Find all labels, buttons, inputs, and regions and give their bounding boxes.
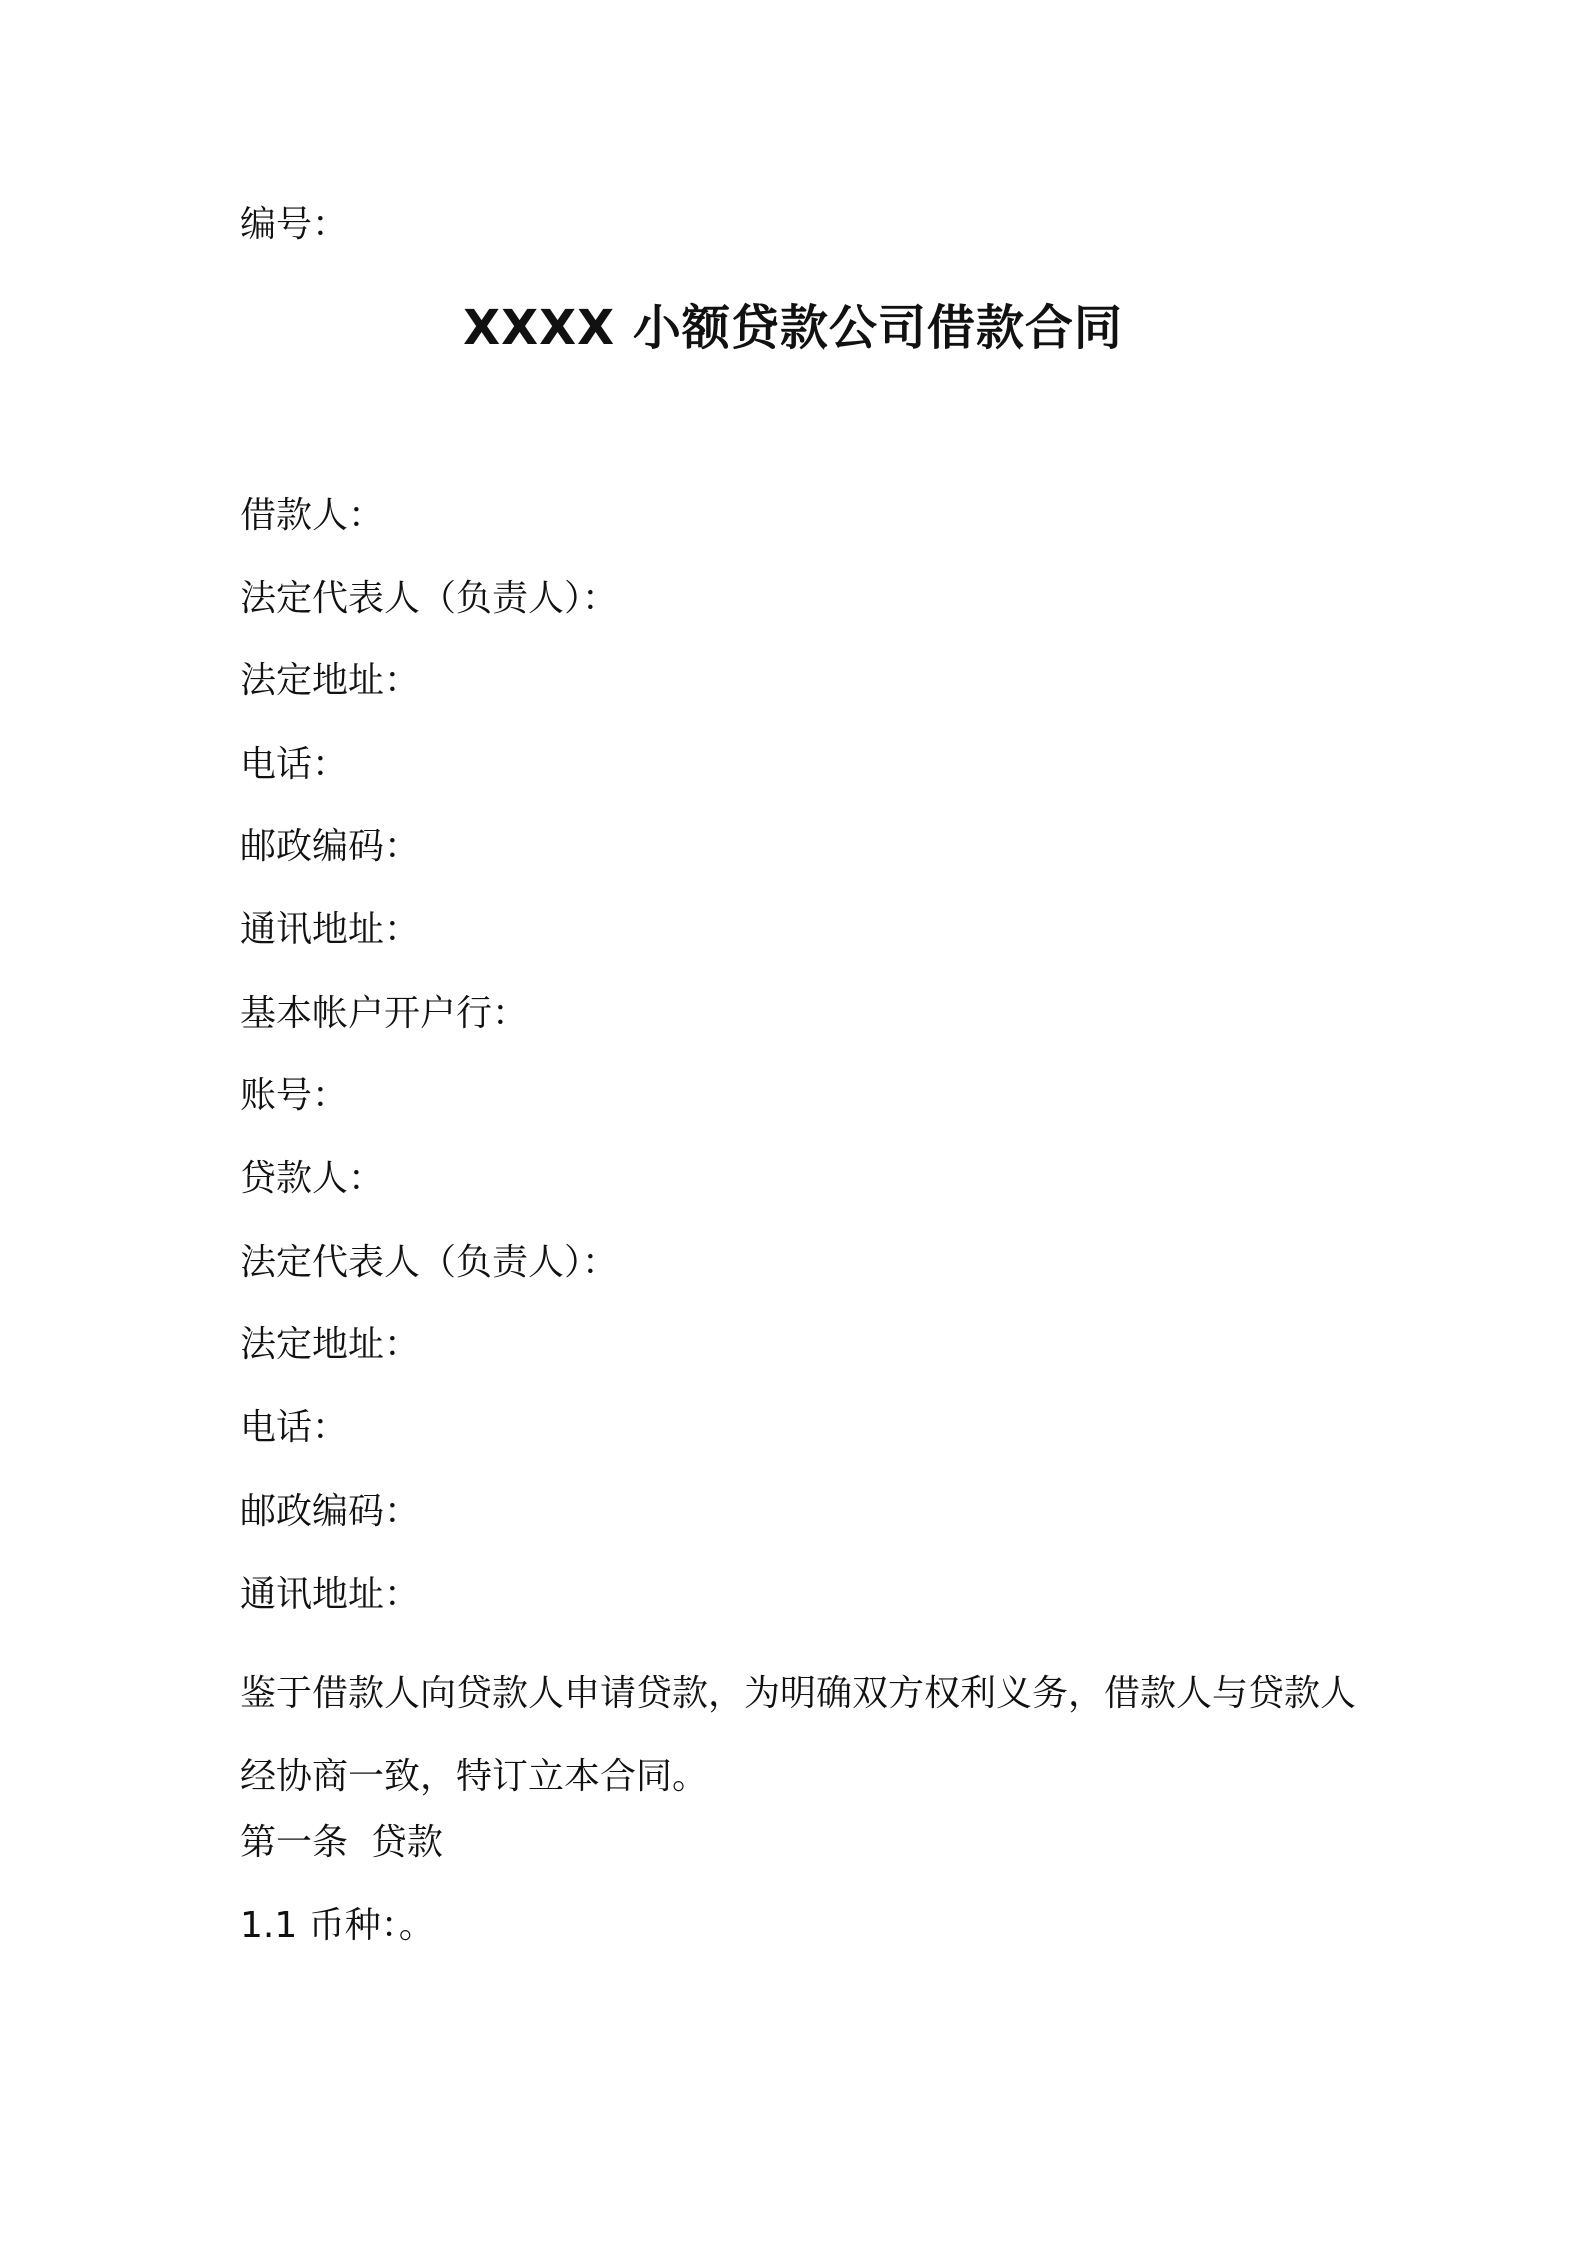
lender-postal-code-label: 邮政编码： bbox=[240, 1491, 421, 1532]
borrower-legal-representative-label: 法定代表人（负责人）： bbox=[240, 578, 619, 619]
borrower-account-number-label: 账号： bbox=[240, 1075, 349, 1116]
contract-preamble: 鉴于借款人向贷款人申请贷款，为明确双方权利义务，借款人与贷款人经协商一致，特订立本合同。 bbox=[240, 1673, 1357, 1797]
lender-legal-address-label: 法定地址： bbox=[240, 1324, 421, 1365]
lender-phone-label: 电话： bbox=[240, 1407, 349, 1448]
borrower-name-label: 借款人： bbox=[240, 495, 385, 536]
document-title: XXXX 小额贷款公司借款合同 bbox=[463, 300, 1123, 356]
borrower-phone-label: 电话： bbox=[240, 744, 349, 785]
lender-mailing-address-label: 通讯地址： bbox=[240, 1574, 421, 1615]
article-1-heading: 第一条 贷款 bbox=[240, 1822, 443, 1863]
borrower-mailing-address-label: 通讯地址： bbox=[240, 909, 421, 950]
borrower-bank-label: 基本帐户开户行： bbox=[240, 993, 529, 1034]
clause-1-1: 1.1 币种：。 bbox=[240, 1905, 435, 1946]
lender-name-label: 贷款人： bbox=[240, 1158, 385, 1199]
lender-legal-representative-label: 法定代表人（负责人）： bbox=[240, 1242, 619, 1283]
borrower-postal-code-label: 邮政编码： bbox=[240, 826, 421, 867]
borrower-legal-address-label: 法定地址： bbox=[240, 660, 421, 701]
document-number-label: 编号： bbox=[240, 204, 349, 245]
